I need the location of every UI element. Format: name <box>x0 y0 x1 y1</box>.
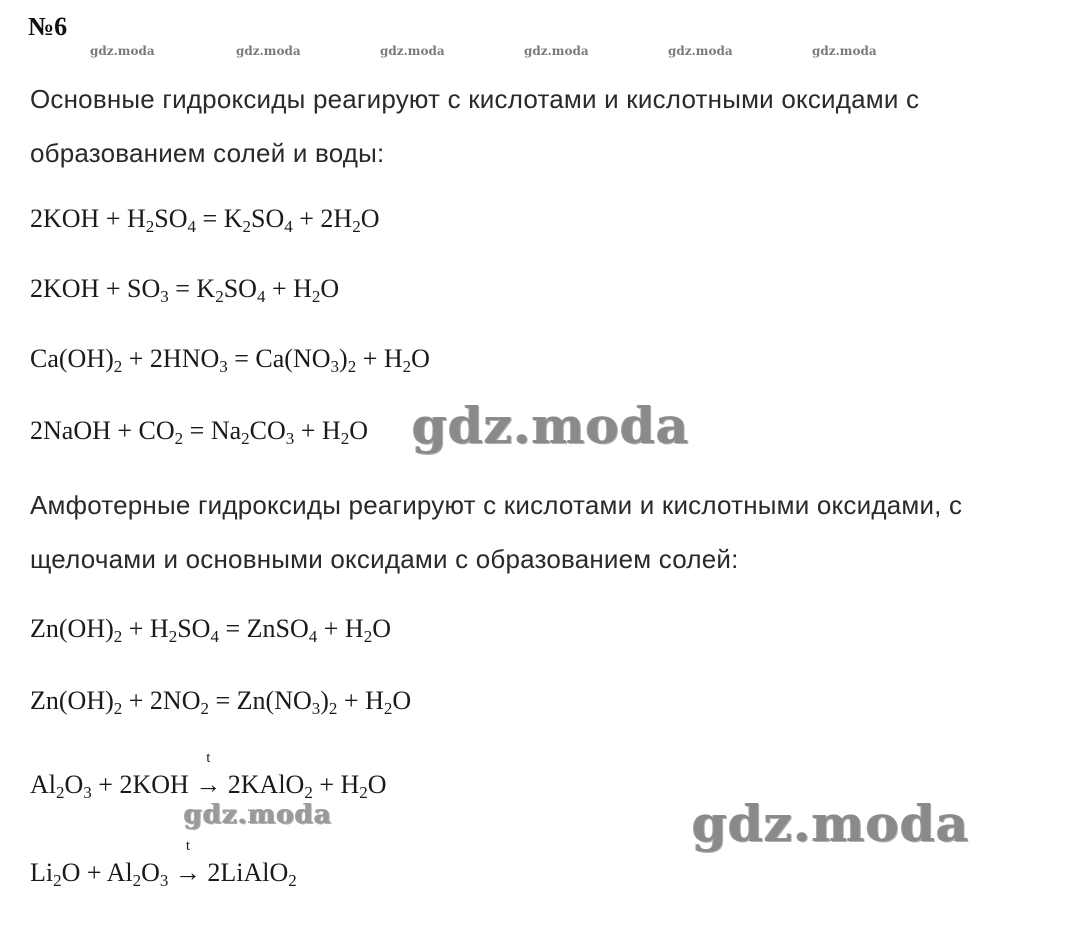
paragraph-amphoteric-line-1: Амфотерные гидроксиды реагируют с кислотами и кислотными оксидами, с <box>30 490 963 520</box>
equation-text: = K <box>196 204 243 233</box>
equation-text: 2LiAlO <box>200 858 289 887</box>
subscript: 2 <box>340 429 350 448</box>
subscript: 2 <box>304 783 313 802</box>
subscript: 2 <box>311 287 321 306</box>
watermark-medium: gdz.moda <box>184 800 333 830</box>
equation-text: CO <box>249 416 286 445</box>
equation-text: O <box>360 204 380 233</box>
equation-text: = Na <box>183 416 242 445</box>
equation <box>30 274 339 304</box>
subscript: 2 <box>402 357 412 376</box>
equation-text: ) <box>320 686 329 715</box>
equation-text: O <box>64 770 84 799</box>
subscript: 4 <box>187 217 197 236</box>
subscript: 4 <box>256 287 266 306</box>
equation-text: SO <box>177 614 211 643</box>
equation-text: SO <box>223 274 257 303</box>
subscript: 4 <box>210 627 219 646</box>
subscript: 2 <box>145 217 155 236</box>
subscript: 3 <box>160 287 169 306</box>
equation-text: ) <box>339 344 348 373</box>
watermark-small: gdz.moda <box>524 44 589 58</box>
equation-text: = ZnSO <box>218 614 309 643</box>
subscript: 3 <box>311 699 321 718</box>
subscript: 4 <box>284 217 293 236</box>
equation-text: + 2H <box>292 204 353 233</box>
subscript: 2 <box>53 871 62 890</box>
equation-text: O <box>411 344 430 373</box>
equation-text: Ca(OH) <box>30 344 114 373</box>
watermark-small: gdz.moda <box>236 44 301 58</box>
subscript: 2 <box>328 699 338 718</box>
subscript: 2 <box>200 699 209 718</box>
subscript: 2 <box>347 357 357 376</box>
subscript: 2 <box>241 429 250 448</box>
subscript: 2 <box>352 217 361 236</box>
equation-text: Zn(OH) <box>30 614 114 643</box>
equation <box>30 838 297 890</box>
subscript: 2 <box>363 627 373 646</box>
equation <box>30 686 411 716</box>
subscript: 3 <box>285 429 295 448</box>
equation-text: SO <box>154 204 188 233</box>
equation-text: + 2NO <box>122 686 201 715</box>
subscript: 3 <box>159 871 169 890</box>
equation-text: = Ca(NO <box>227 344 331 373</box>
watermark-small: gdz.moda <box>668 44 733 58</box>
equation-text: 2NaOH + CO <box>30 416 175 445</box>
equation-text: + 2HNO <box>122 344 220 373</box>
equation-text: Al <box>30 770 56 799</box>
subscript: 3 <box>83 783 92 802</box>
watermark-large: gdz.moda <box>692 794 970 853</box>
equation-text: 2KOH + SO <box>30 274 161 303</box>
equation-text: + H <box>317 614 364 643</box>
subscript: 2 <box>113 699 123 718</box>
watermark-small: gdz.moda <box>380 44 445 58</box>
watermark-row <box>0 44 1072 60</box>
equation-text: O <box>320 274 340 303</box>
equation-text: 2KOH + H <box>30 204 146 233</box>
watermark-small: gdz.moda <box>812 44 877 58</box>
equation-text: + H <box>312 770 360 799</box>
subscript: 2 <box>288 871 297 890</box>
subscript: 2 <box>113 627 123 646</box>
reaction-condition: t <box>206 750 211 766</box>
equation <box>30 416 368 446</box>
subscript: 3 <box>219 357 228 376</box>
equation-text: O + Al <box>61 858 133 887</box>
equation-text: + H <box>356 344 403 373</box>
equation-text: O <box>392 686 412 715</box>
equation-text: O <box>372 614 391 643</box>
subscript: 2 <box>174 429 184 448</box>
subscript: 2 <box>132 871 142 890</box>
subscript: 2 <box>215 287 224 306</box>
subscript: 2 <box>113 357 123 376</box>
equation-text: O <box>367 770 387 799</box>
equation-text: = K <box>168 274 216 303</box>
paragraph-basic-line-1: Основные гидроксиды реагируют с кислотами и кислотными оксидами с <box>30 84 920 114</box>
arrow-icon: → <box>195 770 222 799</box>
equation-text: 2KAlO <box>221 770 305 799</box>
subscript: 2 <box>383 699 393 718</box>
subscript: 3 <box>330 357 340 376</box>
subscript: 2 <box>168 627 178 646</box>
equation-text: O <box>141 858 160 887</box>
subscript: 2 <box>242 217 251 236</box>
equation-text: SO <box>250 204 285 233</box>
equation-text: = Zn(NO <box>208 686 312 715</box>
arrow-icon: → <box>174 858 201 887</box>
equation-text: + H <box>294 416 341 445</box>
equation-text: O <box>349 416 368 445</box>
reaction-arrow <box>195 750 222 800</box>
task-number: №6 <box>28 12 68 41</box>
equation-text: Zn(OH) <box>30 686 114 715</box>
reaction-arrow <box>174 838 201 888</box>
paragraph-basic-line-2: образованием солей и воды: <box>30 138 385 168</box>
equation-text: + H <box>337 686 384 715</box>
equation-text: + H <box>265 274 312 303</box>
reaction-condition: t <box>185 838 190 854</box>
equation-text: + H <box>122 614 169 643</box>
equation <box>30 614 391 644</box>
paragraph-amphoteric-line-2: щелочами и основными оксидами с образованием солей: <box>30 544 739 574</box>
equation <box>30 750 387 802</box>
equation-text: Li <box>30 858 54 887</box>
watermark-small: gdz.moda <box>90 44 155 58</box>
equation-text: + 2KOH <box>91 770 196 799</box>
equation <box>30 204 379 234</box>
watermark-large: gdz.moda <box>412 396 690 455</box>
subscript: 2 <box>359 783 368 802</box>
subscript: 4 <box>308 627 318 646</box>
subscript: 2 <box>56 783 65 802</box>
equation <box>30 344 430 374</box>
